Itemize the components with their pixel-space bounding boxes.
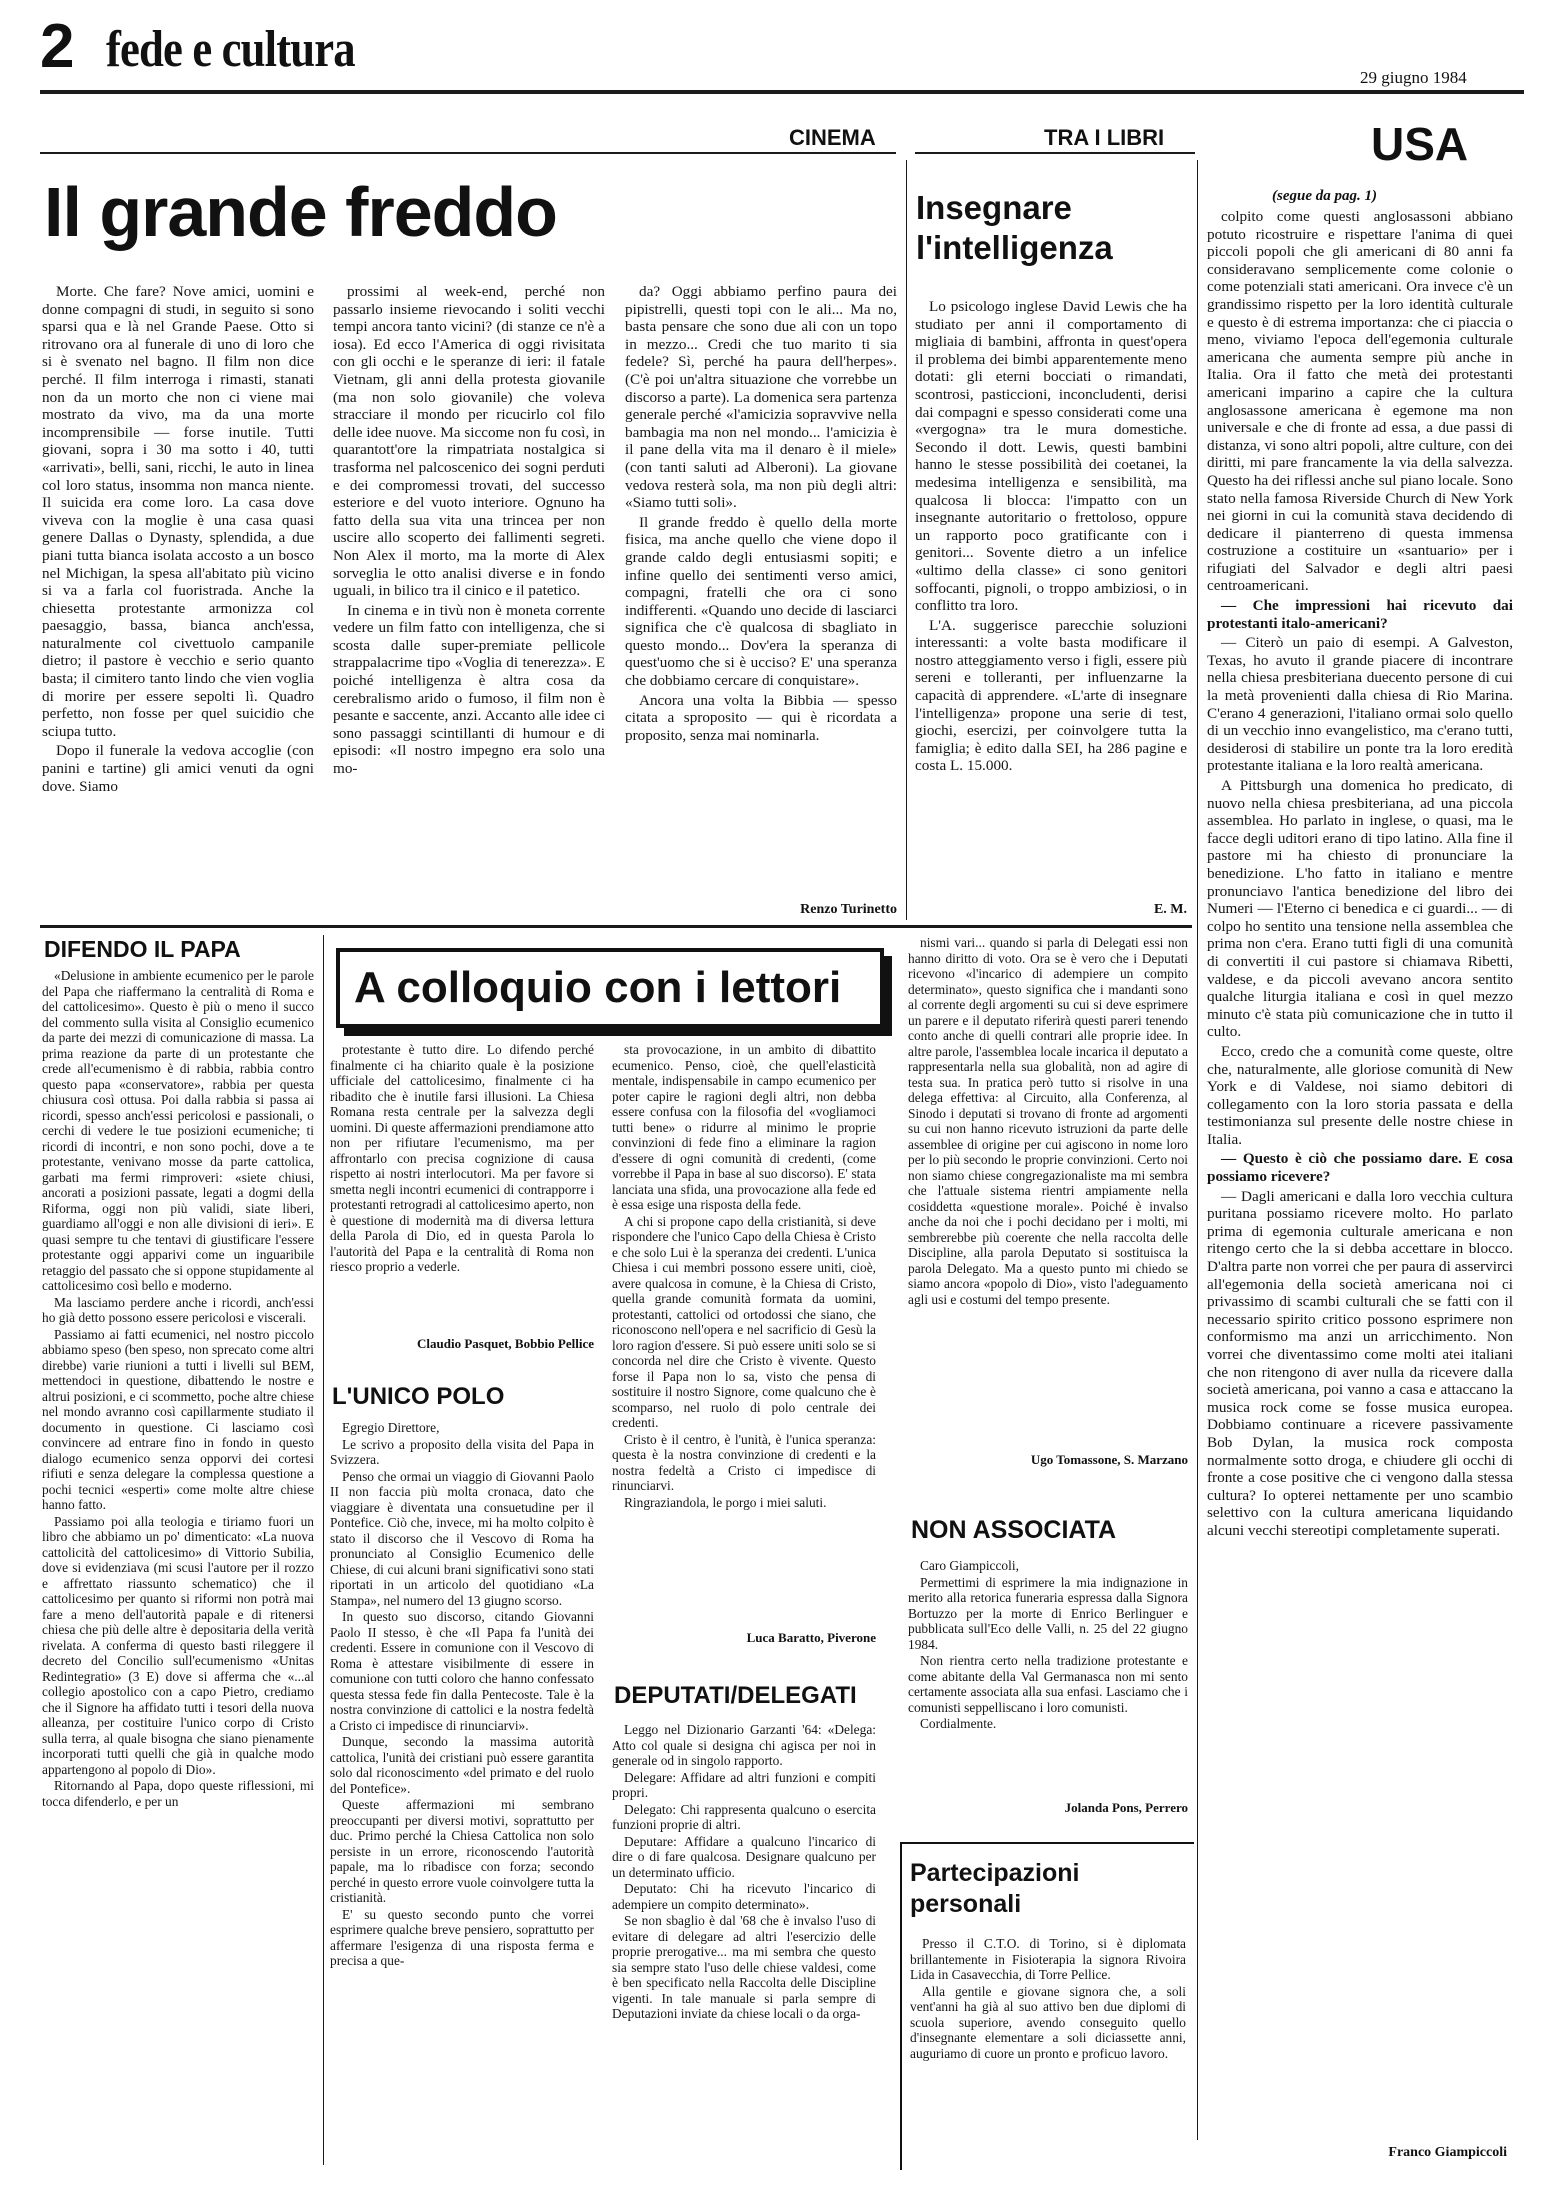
nonassociata-body bbox=[908, 1558, 1188, 1798]
letter-paragraph: Cordialmente. bbox=[920, 1716, 997, 1731]
letter-paragraph: Permettimi di esprimere la mia indignazione in merito alla retorica funeraria espressa dalla Signora Bortuzzo per la morte di Enrico Berlinguer e pubblicata sull'Eco delle Valli, n. 25 del 22 giugno 1984. bbox=[908, 1574, 1188, 1652]
cinema-top-rule bbox=[40, 152, 896, 154]
libri-body bbox=[915, 298, 1187, 908]
cinema-column-1 bbox=[42, 283, 314, 903]
letter-paragraph: Non rientra certo nella tradizione protestante e come abitante della Val Germanasca non mi sento certamente associata alla sua enfasi. Lasciamo che i comunisti seppelliscano i loro comunisti. bbox=[908, 1653, 1188, 1715]
libri-top-rule bbox=[915, 152, 1195, 154]
cinema-column-2 bbox=[333, 283, 605, 903]
letter-paragraph: Deputare: Affidare a qualcuno l'incarico di dire o di fare qualcosa. Designare qualcuno per un determinato ufficio. bbox=[612, 1833, 876, 1880]
letter-paragraph: Caro Giampiccoli, bbox=[920, 1558, 1019, 1573]
colloquio-col1 bbox=[330, 1042, 594, 1342]
letter-paragraph: Leggo nel Dizionario Garzanti '64: «Delega: Atto col quale si designa chi agisca per noi in generale od in singolo rapporto. bbox=[612, 1722, 876, 1768]
difendo-paragraph: Passiamo poi alla teologia e tiriamo fuori un libro che abbiamo un po' dimenticato: «La nuova cattolicità del cattolicesimo» di Vittorio Subilia, dove si evidenziava (mi scusi l'autore per il rozzo e affrettato riassunto schematico) che il cattolicesimo per quanto si riformi non potrà mai fare a meno dell'autorità papale e di ritenersi chiesa che più delle altre è depositaria della verità rivelata. A conferma di questo basti rileggere il decreto del Concilio sull'ecumenismo «Unitas Redintegratio» (3 E) dove si afferma che «...al collegio apostolico con a capo Pietro, crediamo che il Signore ha affidato tutti i tesori della nuova alleanza, per costituire l'unico corpo di Cristo sulla terra, al quale bisogna che siano pienamente incorporati tutti quelli che già in qualche modo appartengono al popolo di Dio». bbox=[42, 1513, 314, 1777]
usa-paragraph: — Dagli americani e dalla loro vecchia cultura puritana possiamo ricevere molto. Ho parlato prima di egemonia culturale americana e non ritengo certo che la si debba accettare in blocco. D'altra parte non vorrei che per paura di asservirci all'egemonia della società americana noi ci privassimo di scambi culturali che se fatti con il necessario spirito critico possono esprimere non conformismo ma anzi un arricchimento. Non vorrei che diventassimo come molti atei italiani che non ritengono di aver nulla da ricevere dalla società americana, poi vanno a casa e attaccano la musica rock come se fosse musica europea. Dobbiamo continuare a ricevere passivamente Bob Dylan, la musica rock composta normalmente sotto droga, e chiudere gli occhi di fronte a cose positive che ci vengono dalla stessa cultura? Io opterei nettamente per uno scambio selettivo con la cultura americana liquidando alcuni vecchi stereotipi completamente superati. bbox=[1207, 1187, 1513, 1539]
pasquet-signature: Claudio Pasquet, Bobbio Pellice bbox=[417, 1336, 594, 1351]
letter-paragraph: nismi vari... quando si parla di Delegati essi non hanno diritto di voto. Ora se è vero che i Deputati ricevono «l'incarico di adempiere un compito determinato», questo significa che i mandanti sono al corrente degli argomenti su cui si deve esprimere un parere e il deputato riferirà questi pareri tenendo conto anche di quelli contrari alle proprie idee. In altre parole, l'assemblea locale incarica il deputato a rappresentarla nella sua globalità, non ad agire di testa sua. In pratica però tutto si risolve in una delega effettiva: al Circuito, alla Conferenza, al Sinodo i deputati si trovano di fronte ad argomenti su cui non hanno ricevuto istruzioni da parte delle assemblee di origine per cui agiscono in nome loro per lo più secondo le proprie convinzioni. Certo noi non siamo chiese congregazionaliste ma mi sembra che l'attuale sistema rientri ampiamente nella cosiddetta «questione morale». Poiché è invalso anche da noi che i pochi decidano per i molti, mi sembrerebbe più coerente che nella raccolta delle Discipline, alla parola Deputato si sostituisca la parola Delegato. Ma a questo punto mi chiedo se siamo ancora «popolo di Dio», visto l'adeguamento agli usi e costumi del tempo presente. bbox=[908, 935, 1188, 1307]
usa-paragraph: A Pittsburgh una domenica ho predicato, di nuovo nella chiesa presbiteriana, ad una piccola assemblea. Ho parlato in inglese, o quasi, ma le facce degli uditori erano di tipo latino. Alla fine il pastore mi ha chiesto di pronunciare la benedizione. L'ho fatto in italiano e mentre pronunciavo l'antica benedizione del libro dei Numeri — l'Eterno ci benedica e ci guardi... — di colpo ho sentito una tensione nella assemblea che prima non c'era. Erano tutti figli di una comunità di convertiti il cui pastore si chiamava Ribetti, valdese, e da piccoli avevano ancora sentito qualche liturgia italiana e così in quel mezzo minuto c'è stata più comunicazione che in tutto il culto. bbox=[1207, 777, 1513, 1041]
colloquio-title: A colloquio con i lettori bbox=[354, 963, 842, 1012]
letter-paragraph: Queste affermazioni mi sembrano preoccupanti per diversi motivi, soprattutto per duc. Primo perché la Chiesa Cattolica non solo persiste in un errore, riconoscendo l'autorità papale, ma lo ribadisce con forza; secondo perché in questo errore vuole coinvolgere tutta la cristianità. bbox=[330, 1797, 594, 1905]
partecipazioni-paragraph: Alla gentile e giovane signora che, a soli vent'anni ha già al suo attivo ben due diplomi di scuola superiore, avendo conseguito quello d'insegnante elementare a soli diciassette anni, auguriamo di cuore un pronto e proficuo lavoro. bbox=[910, 1983, 1186, 2061]
letter-paragraph: Dunque, secondo la massima autorità cattolica, l'unità dei cristiani può essere garantita solo dal riconoscimento «del primato e del ruolo del Pontefice». bbox=[330, 1734, 594, 1796]
usa-paragraph: colpito come questi anglosassoni abbiano potuto ricostruire e rispettare l'anima di quei piccoli popoli che gli americani di 80 anni fa consideravano semplicemente come colonie o come potenziali stati americani. Ora invece c'è un grandissimo rispetto per la loro identità culturale e questo è di estrema importanza: che ci piaccia o meno, viviamo l'epoca dell'egemonia culturale americana che aumenta sempre più anche in Italia. Ora il fatto che metà dei protestanti americani imparino a capire che la cultura anglosassone americana è egemone ma non universale e che di fronte ad essa, a due passi di distanza, vi sono altri popoli, altre culture, con dei diritti, mi pare francamente la via della salvezza. Questo ha dei riflessi anche sul piano locale. Sono stato nella famosa Riverside Church di New York nei giorni in cui la comunità stava decidendo di dedicare il pianterreno di questa immensa costruzione a costituire un «santuario» per i rifugiati del Salvador e degli altri paesi centroamericani. bbox=[1207, 208, 1513, 595]
libri-headline: Insegnare l'intelligenza bbox=[916, 189, 1113, 266]
partecipazioni-paragraph: Presso il C.T.O. di Torino, si è diplomata brillantemente in Fisioterapia la signora Rivoira Lida in Casavecchia, di Torre Pellice. bbox=[910, 1936, 1186, 1982]
letter-paragraph: Egregio Direttore, bbox=[342, 1420, 440, 1435]
letter-paragraph: sta provocazione, in un ambito di dibattito ecumenico. Penso, cioè, che quell'elasticità mentale, indispensabile in campo ecumenico per poter capire le ragioni degli altri, non debba essere confusa con la filosofia del «vogliamoci tutti bene» o ridurre al minimo le proprie convinzioni di fede fino a eliminare la ragion d'essere di ogni comunità di credenti, (come vorrebbe il Papa in base al suo discorso). E' stata lanciata una sfida, una provocazione alla fede ed è essa esige una risposta della fede. bbox=[612, 1042, 876, 1212]
usa-kicker: USA bbox=[1371, 118, 1469, 170]
issue-date: 29 giugno 1984 bbox=[1360, 68, 1467, 87]
usa-paragraph: Ecco, credo che a comunità come queste, oltre che, naturalmente, alle gloriose comunità di New York e di Valdese, noi siamo debitori di collegamento con la loro storia passata e della testimonianza sul presente delle nostre chiese in Italia. bbox=[1207, 1042, 1513, 1148]
usa-left-divider bbox=[1197, 160, 1198, 2140]
polo-headline: L'UNICO POLO bbox=[332, 1383, 505, 1410]
deputati-headline: DEPUTATI/DELEGATI bbox=[614, 1682, 857, 1709]
page-number: 2 bbox=[40, 12, 75, 81]
letter-paragraph: In questo suo discorso, citando Giovanni Paolo II stesso, è che «Il Papa fa l'unità dei credenti. Essere in comunione con il Vescovo di Roma è attestare visibilmente di essere in comunione con tutti coloro che hanno confessato questa stessa fede fin dalla Pentecoste. Tale è la nostra convinzione di cattolici e la nostra fedeltà a Cristo ci impedisce di rinunciarvi». bbox=[330, 1609, 594, 1733]
difendo-headline: DIFENDO IL PAPA bbox=[44, 936, 241, 962]
partecipazioni-headline: Partecipazioni personali bbox=[910, 1859, 1080, 1918]
cinema-paragraph: Morte. Che fare? Nove amici, uomini e donne compagni di studi, in seguito si sono sparsi qua e là nel Grande Paese. Otto si ritrovano ora al funerale di uno di loro che si è svenato nel bagno. Il film non dice perché. Il film interroga i rimasti, stanati non da un morto che non ci viene mai mostrato da vivo, ma da una morte incomprensibile — forse inutile. Tutti giovani, sopra i 30 ma sotto i 40, tutti «arrivati», belli, sani, ricchi, le auto in linea col loro status, insomma non manca niente. Il suicida era come loro. La casa dove viveva con la moglie è una casa quasi genere Dallas o Dynasty, splendida, a due piani tutta bianca isolata accosto a un bosco nel Michigan, la spesa all'abitato più vicino si va a farla col fuoristrada. Anche la chiesetta protestante armonizza col paesaggio, bassa, bianca anch'essa, naturalmente col civettuolo campanile dietro; il pastore è vecchio e serio quanto basta; il cimitero tanto lindo che vien voglia di morire per essere sepolti lì. Quadro perfetto, non fosse per quel suicidio che sciupa tutto. bbox=[42, 283, 314, 740]
baratto-signature: Luca Baratto, Piverone bbox=[746, 1630, 876, 1645]
cinema-paragraph: In cinema e in tivù non è moneta corrente vedere un film fatto con intelligenza, che si scosta dalle super-premiate pellicole strappalacrime tipo «Voglia di tenerezza». E poiché intelligenza è altra cosa da cerebralismo arido o fumoso, il film non è pesante e saccente, anzi. Accanto alle idee ci sono passaggi scintillanti di humour e di episodi: «Il nostro impegno era solo una mo- bbox=[333, 601, 605, 778]
tomassone-signature: Ugo Tomassone, S. Marzano bbox=[1030, 1452, 1188, 1467]
masthead-rule bbox=[40, 90, 1524, 94]
difendo-divider bbox=[323, 935, 324, 2165]
libri-kicker: TRA I LIBRI bbox=[1044, 125, 1165, 150]
letter-paragraph: Delegare: Affidare ad altri funzioni e compiti propri. bbox=[612, 1769, 876, 1800]
letter-paragraph: Le scrivo a proposito della visita del Papa in Svizzera. bbox=[330, 1436, 594, 1467]
difendo-paragraph: «Delusione in ambiente ecumenico per le parole del Papa che riaffermano la centralità di Roma e del cattolicesimo». Questo è più o meno il succo del commento sulla visita al Consiglio ecumenico da parte dei mezzi di comunicazione di massa. La prima reazione da parte di un protestante che crede all'ecumenismo è di rabbia, rabbia contro questo papa «conservatore», rabbia per questa chiusura così ottusa. Poi dalla rabbia si passa ai ricordi, spesso anch'essi pericolosi e passionali, o cerchi di vedere le tue posizioni ecumeniche; ti ricordi di incontri, e non sono pochi, dove a te protestante, venivano mosse da parte cattolica, garbati ma fermi rimproveri: «siete chiusi, ancorati a posizioni passate, legati a dogmi della Riforma, oggi non più validi, siate liberi, guardiamo all'oggi e non alle divisioni di ieri». E quasi sempre tu che tentavi di giustificare l'essere protestante oggi apparivi come un inguaribile retaggio del passato che si oppone stupidamente al cattolicesimo così bello e moderno. bbox=[42, 968, 314, 1293]
libri-left-divider bbox=[906, 160, 907, 920]
colloquio-col4 bbox=[908, 935, 1188, 1435]
cinema-kicker: CINEMA bbox=[789, 125, 876, 150]
colloquio-col3 bbox=[612, 1042, 876, 1627]
letter-paragraph: Penso che ormai un viaggio di Giovanni Paolo II non faccia più molta cronaca, dato che viaggiare è diventata una consuetudine per il Pontefice. Ciò che, invece, mi ha molto colpito è stato il discorso che il Vescovo di Roma ha pronunciato al Consiglio Ecumenico delle Chiese, di cui alcuni brani significativi sono stati riportati in un articolo del quotidiano «La Stampa», nel numero del 13 giugno scorso. bbox=[330, 1468, 594, 1608]
cinema-paragraph: prossimi al week-end, perché non passarlo insieme rievocando i soliti vecchi tempi ancora tanto vicini? (di stanze ce n'è a iosa). Ed ecco l'America di oggi rivisitata con gli occhi e le speranze di ieri: il fatale Vietnam, gli anni della protesta giovanile (ma non solo giovanile) che voleva stracciare il mondo per ricucirlo col filo delle idee nuove. Ma siccome non fu così, in quarantott'ore la rimpatriata nostalgica si trasforma nel palcoscenico dei sogni perduti e dei compromessi trovati, del successo esteriore e del vuoto interiore. Ognuno ha fatto della sua vita una trincea per non uscire allo scoperto dei fallimenti segreti. Non Alex il morto, ma la morte di Alex sorveglia le otto analisi diverse e in fondo uguali, in bilico tra il cinico e il patetico. bbox=[333, 283, 605, 600]
difendo-body bbox=[42, 968, 314, 2168]
usa-question: — Che impressioni hai ricevuto dai protestanti italo-americani? bbox=[1207, 597, 1513, 632]
letter-paragraph: Cristo è il centro, è l'unità, è l'unica speranza: questa è la nostra convinzione di credenti e la nostra fedeltà a Cristo ci impedisce di rinunciarvi. bbox=[612, 1431, 876, 1493]
cinema-paragraph: da? Oggi abbiamo perfino paura dei pipistrelli, questi topi con le ali... Ma no, basta pensare che sono due ali con un topo in mezzo... Credi che tuo marito ti sia fedele? Sì, perché ha paura dell'herpes». (C'è poi un'altra situazione che vorrebbe un discorso a parte). La domenica sera partenza generale perché «l'amicizia sopravvive nella bambagia ma non nel mondo... l'amicizia è il pane della vita ma il denaro è il miele» (con tanti saluti ad Alberoni). La giovane vedova resterà sola, ma non più degli altri: «Siamo tutti soli». bbox=[625, 283, 897, 512]
usa-continued: (segue da pag. 1) bbox=[1272, 188, 1377, 204]
cinema-signature: Renzo Turinetto bbox=[800, 902, 897, 917]
partecipazioni-box bbox=[900, 1842, 1194, 2170]
letter-paragraph: Se non sbaglio è dal '68 che è invalso l'uso di evitare di delegare ad altri l'esercizio delle proprie prerogative... ma mi sembra che questo sia sempre stato l'uso delle chiese valdesi, come è ben specificato nella Raccolta delle Discipline vigenti. In tale manuale si parla sempre di Deputazioni inviate da chiese locali o da orga- bbox=[612, 1913, 876, 2021]
nonassociata-headline: NON ASSOCIATA bbox=[911, 1516, 1117, 1544]
mid-rule bbox=[40, 925, 1192, 928]
libri-paragraph: L'A. suggerisce parecchie soluzioni interessanti: a volte basta modificare il nostro atteggiamento verso i figli, essere più sereni e tolleranti, per influenzarne la capacità di apprendere. «L'arte di insegnare l'intelligenza» propone una serie di test, giochi, esercizi, per coinvolgere tutta la famiglia; è edito dalla SEI, ha 286 pagine e costa L. 15.000. bbox=[915, 616, 1187, 775]
partecipazioni-body bbox=[910, 1936, 1186, 2166]
libri-signature: E. M. bbox=[1153, 902, 1187, 917]
letter-paragraph: A chi si propone capo della cristianità, si deve rispondere che l'unico Capo della Chiesa è Cristo e che solo Lui è la speranza dei credenti. L'unica Chiesa i cui membri possono essere uniti, cioè, avere qualcosa in comune, è la Chiesa di Cristo, quella grande comunità formata da uomini, protestanti, cattolici od ortodossi che siano, che riconoscono nell'opera e nel sacrificio di Gesù la loro ragion d'essere. Si può essere uniti solo se si concorda nel dire che Cristo è vivente. Questo forse il Papa non lo sa, visto che pensa di sostituire il nostro Signore, come qualcuno che è scomparso, nel ruolo di polo centrale dei credenti. bbox=[612, 1213, 876, 1430]
usa-paragraph: — Citerò un paio di esempi. A Galveston, Texas, ho avuto il grande piacere di incontrare nella chiesa presbiteriana duecento persone di cui la metà provenienti dalla chiesa di Rio Marina. C'erano 4 generazioni, l'italiano ormai solo quello di un vecchio inno evangelistico, ma c'erano tutti, desiderosi di stabilire un ponte tra la loro eredità protestante italiana e la loro realtà americana. bbox=[1207, 634, 1513, 775]
pons-signature: Jolanda Pons, Perrero bbox=[1064, 1800, 1188, 1815]
cinema-paragraph: Dopo il funerale la vedova accoglie (con panini e tartine) gli amici venuti da ogni dove. Siamo bbox=[42, 742, 314, 795]
usa-question: — Questo è ciò che possiamo dare. E cosa possiamo ricevere? bbox=[1207, 1150, 1513, 1186]
section-title: fede e cultura bbox=[106, 21, 355, 78]
deputati-body bbox=[612, 1722, 876, 2168]
cinema-headline: Il grande freddo bbox=[44, 173, 557, 251]
difendo-paragraph: Ma lasciamo perdere anche i ricordi, anch'essi ho già detto possono essere pericolosi e viscerali. bbox=[42, 1294, 314, 1325]
letter-paragraph: Ringraziandola, le porgo i miei saluti. bbox=[624, 1494, 827, 1510]
cinema-paragraph: Ancora una volta la Bibbia — spesso citata a sproposito — qui è ricordata a proposito, senza mai nominarla. bbox=[625, 691, 897, 744]
usa-signature: Franco Giampiccoli bbox=[1388, 2145, 1507, 2160]
letter-paragraph: protestante è tutto dire. Lo difendo perché finalmente ci ha chiarito quale è la posizione ufficiale del cattolicesimo, finalmente ci ha ribadito che è inutile farsi illusioni. La Chiesa Romana resta centrale per la salvezza degli uomini. Di queste affermazioni prendiamone atto non per rifiutare l'ecumenismo, ma per affrontarlo con precisa cognizione di causa rispetto ai nostri interlocutori. Ma per favore si smetta negli incontri ecumenici di contrapporre i protestanti retrogradi al cattolicesimo aperto, non è questione di modernità ma di diversa lettura della Parola di Dio, ed in questa Parola lo l'autorità del Papa e la centralità di Roma non riesco proprio a vederle. bbox=[330, 1042, 594, 1274]
colloquio-title-box bbox=[336, 948, 884, 1028]
usa-body bbox=[1207, 208, 1513, 2141]
letter-paragraph: Delegato: Chi rappresenta qualcuno o esercita funzioni proprie di altri. bbox=[612, 1801, 876, 1832]
polo-body bbox=[330, 1420, 594, 2168]
difendo-paragraph: Passiamo ai fatti ecumenici, nel nostro piccolo abbiamo speso (ben speso, non sprecato come altri direbbe) varie riunioni a tutti i livelli sul BEM, mettendoci in questione, dibattendo le nostre e altrui posizioni, e ci scommetto, poche altre chiese nel mondo avranno così capillarmente studiato il documento in questione. Ci lasciamo così convincere ad entrare fino in fondo in questo dialogo ecumenico senza opporvi dei cortesi rifiuti e senza delegare la complessa questione a pochi tecnici «esperti» come molte altre chiese hanno fatto. bbox=[42, 1326, 314, 1512]
letter-paragraph: Deputato: Chi ha ricevuto l'incarico di adempiere un compito determinato». bbox=[612, 1881, 876, 1912]
cinema-column-3 bbox=[625, 283, 897, 883]
letter-paragraph: E' su questo secondo punto che vorrei esprimere qualche breve pensiero, soprattutto per affermare l'esigenza di una risposta ferma e precisa a que- bbox=[330, 1906, 594, 1968]
libri-paragraph: Lo psicologo inglese David Lewis che ha studiato per anni il comportamento di migliaia di bambini, affronta in quest'opera il problema dei bimbi apparentemente meno dotati: gli eterni bocciati o rimandati, scontrosi, pasticcioni, inconcludenti, derisi dai compagni e spesso considerati come una «vergogna» tra le mura domestiche. Secondo il dott. Lewis, questi bambini hanno le stesse possibilità dei coetanei, la medesima intelligenza e sensibilità, ma qualcosa li blocca: l'impatto con un insegnante autoritario o frettoloso, oppure un rapporto poco gratificante con i genitori... Sovente dietro a un infelice «ultimo della classe» ci sono genitori soffocanti, pignoli, o troppo ambiziosi, o in conflitto tra loro. bbox=[915, 298, 1187, 615]
difendo-paragraph: Ritornando al Papa, dopo queste riflessioni, mi tocca difenderlo, e per un bbox=[42, 1778, 314, 1809]
cinema-paragraph: Il grande freddo è quello della morte fisica, ma anche quello che viene dopo il grande caldo degli entusiasmi sopiti; e infine quello dei sentimenti verso amici, compagni, fratelli che ora ci sono indifferenti. «Quando uno decide di lasciarci significa che c'è qualcosa di sbagliato in questo mondo... Dov'era la speranza di quest'uomo che si è ucciso? E' una speranza che dobbiamo cercare di conquistare». bbox=[625, 513, 897, 690]
